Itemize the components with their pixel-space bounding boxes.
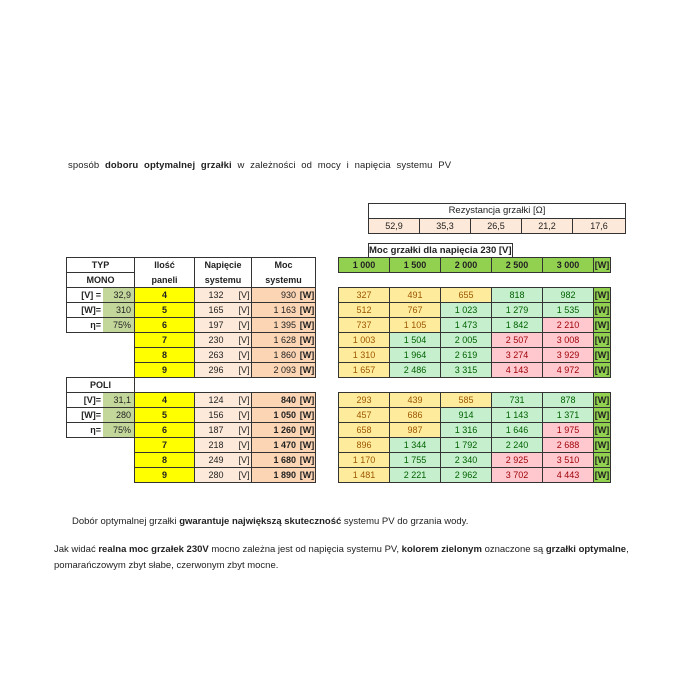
para2-bold-2: kolorem zielonym (401, 544, 482, 555)
header-row-1 (67, 378, 611, 393)
ilosc-header: Ilość (135, 258, 195, 273)
gap (316, 348, 339, 363)
power-col-header: 1 500 (390, 258, 441, 273)
system-power: 1 680 (252, 453, 300, 468)
spacer (67, 333, 135, 348)
heater-power-unit: [W] (594, 453, 611, 468)
intro-part2: w zależności od mocy i napięcia systemu PV (237, 160, 452, 171)
system-voltage: 249 (195, 453, 238, 468)
gap (316, 288, 339, 303)
voltage-unit: [V] (237, 393, 252, 408)
heater-power-cell: 987 (390, 423, 441, 438)
spacer (441, 378, 492, 393)
para2-bold-3: grzałki optymalne (545, 544, 627, 555)
heater-power-unit: [W] (594, 303, 611, 318)
gap (316, 408, 339, 423)
heater-power-cell: 737 (339, 318, 390, 333)
power-unit: [W] (299, 438, 316, 453)
heater-power-cell: 1 003 (339, 333, 390, 348)
system-voltage: 263 (195, 348, 238, 363)
system-power: 1 050 (252, 408, 300, 423)
heater-power-cell: 3 008 (543, 333, 594, 348)
power-col-header: 2 000 (441, 258, 492, 273)
system-voltage: 197 (195, 318, 238, 333)
power-col-header: 3 000 (543, 258, 594, 273)
system-power: 2 093 (252, 363, 300, 378)
mono-label: MONO (67, 273, 135, 288)
heater-power-unit: [W] (594, 408, 611, 423)
panel-count: 6 (135, 423, 195, 438)
paragraph-2 (54, 542, 654, 574)
mono-table (66, 257, 611, 378)
heater-power-cell: 2 240 (492, 438, 543, 453)
voltage-unit: [V] (237, 468, 252, 483)
napiecie-header: Napięcie (195, 258, 252, 273)
table-row (67, 363, 611, 378)
power-unit: [W] (299, 348, 316, 363)
system-voltage: 156 (195, 408, 238, 423)
system-power: 1 260 (252, 423, 300, 438)
panel-count: 9 (135, 468, 195, 483)
table-row (67, 423, 611, 438)
power-col-header: 1 000 (339, 258, 390, 273)
heater-power-cell: 1 975 (543, 423, 594, 438)
gap (316, 393, 339, 408)
system-voltage: 218 (195, 438, 238, 453)
gap (316, 318, 339, 333)
panel-count: 7 (135, 333, 195, 348)
heater-power-cell: 457 (339, 408, 390, 423)
system-power: 840 (252, 393, 300, 408)
voltage-unit: [V] (237, 408, 252, 423)
para2-bold-1: realna moc grzałek 230V (98, 544, 209, 555)
spacer (492, 378, 543, 393)
voltage-unit: [V] (237, 423, 252, 438)
power-unit: [W] (299, 423, 316, 438)
table-row (67, 393, 611, 408)
spacer (594, 378, 611, 393)
heater-power-cell: 3 510 (543, 453, 594, 468)
heater-power-cell: 1 279 (492, 303, 543, 318)
heater-power-cell: 512 (339, 303, 390, 318)
panel-count: 4 (135, 288, 195, 303)
table-row (67, 468, 611, 483)
table-row (67, 288, 611, 303)
moc-header: Moc (252, 258, 316, 273)
heater-power-unit: [W] (594, 468, 611, 483)
moc-systemu-header: systemu (252, 273, 316, 288)
poli-label: POLI (67, 378, 135, 393)
heater-power-unit: [W] (594, 393, 611, 408)
table-row (67, 303, 611, 318)
system-power: 1 395 (252, 318, 300, 333)
panel-count: 8 (135, 453, 195, 468)
param-label: [V]= (67, 393, 104, 408)
heater-power-cell: 4 972 (543, 363, 594, 378)
power-unit: [W] (299, 303, 316, 318)
heater-power-cell: 1 473 (441, 318, 492, 333)
intro-text (68, 160, 451, 171)
voltage-unit: [V] (237, 363, 252, 378)
typ-label: TYP (67, 258, 135, 273)
heater-power-unit: [W] (594, 288, 611, 303)
systemu-header: systemu (195, 273, 252, 288)
heater-power-cell: 2 210 (543, 318, 594, 333)
gap (316, 438, 339, 453)
table-row (67, 408, 611, 423)
voltage-unit: [V] (237, 333, 252, 348)
heater-power-cell: 1 792 (441, 438, 492, 453)
param-label: η= (67, 318, 104, 333)
heater-power-cell: 1 504 (390, 333, 441, 348)
heater-power-unit: [W] (594, 423, 611, 438)
heater-power-cell: 491 (390, 288, 441, 303)
heater-power-unit: [W] (594, 348, 611, 363)
heater-power-cell: 3 929 (543, 348, 594, 363)
heater-power-cell: 1 316 (441, 423, 492, 438)
heater-power-cell: 767 (390, 303, 441, 318)
spacer (135, 378, 316, 393)
heater-power-cell: 982 (543, 288, 594, 303)
system-voltage: 165 (195, 303, 238, 318)
heater-power-cell: 1 310 (339, 348, 390, 363)
system-voltage: 124 (195, 393, 238, 408)
heater-power-unit: [W] (594, 363, 611, 378)
heater-power-cell: 658 (339, 423, 390, 438)
voltage-unit: [V] (237, 318, 252, 333)
para1-bold: gwarantuje największą skuteczność (179, 516, 342, 527)
system-voltage: 280 (195, 468, 238, 483)
intro-part1: sposób (68, 160, 100, 171)
heater-power-unit: [W] (594, 438, 611, 453)
voltage-unit: [V] (237, 303, 252, 318)
table-row (67, 438, 611, 453)
gap (316, 423, 339, 438)
heater-power-cell: 293 (339, 393, 390, 408)
spacer (67, 468, 135, 483)
heater-power-cell: 2 962 (441, 468, 492, 483)
system-power: 1 163 (252, 303, 300, 318)
resistance-value: 26,5 (471, 219, 522, 234)
heater-power-cell: 1 023 (441, 303, 492, 318)
param-value: 31,1 (103, 393, 135, 408)
resistance-value: 17,6 (573, 219, 626, 234)
voltage-unit: [V] (237, 288, 252, 303)
heater-power-cell: 1 143 (492, 408, 543, 423)
power-unit: [W] (299, 393, 316, 408)
heater-power-cell: 1 170 (339, 453, 390, 468)
heater-power-cell: 818 (492, 288, 543, 303)
heater-power-cell: 1 105 (390, 318, 441, 333)
table-row (67, 333, 611, 348)
resistance-value: 52,9 (369, 219, 420, 234)
power-unit: [W] (299, 288, 316, 303)
param-value: 280 (103, 408, 135, 423)
param-value: 75% (103, 423, 135, 438)
heater-power-cell: 4 143 (492, 363, 543, 378)
heater-power-cell: 3 315 (441, 363, 492, 378)
heater-power-cell: 896 (339, 438, 390, 453)
system-voltage: 187 (195, 423, 238, 438)
heater-power-cell: 1 657 (339, 363, 390, 378)
heater-power-cell: 686 (390, 408, 441, 423)
spacer (339, 378, 390, 393)
heater-power-cell: 1 646 (492, 423, 543, 438)
system-power: 1 470 (252, 438, 300, 453)
param-value: 310 (103, 303, 135, 318)
para2-part-g: , pomarańczowym zbyt słabe, czerwonym zbyt mocne. (54, 544, 629, 571)
panel-count: 8 (135, 348, 195, 363)
panel-count: 5 (135, 303, 195, 318)
heater-power-cell: 1 481 (339, 468, 390, 483)
system-power: 930 (252, 288, 300, 303)
poli-table (66, 377, 611, 483)
table-row (67, 453, 611, 468)
heater-power-cell: 2 619 (441, 348, 492, 363)
heater-power-cell: 914 (441, 408, 492, 423)
gap (316, 378, 339, 393)
spacer (67, 348, 135, 363)
heater-power-cell: 2 688 (543, 438, 594, 453)
param-label: [W]= (67, 303, 104, 318)
intro-bold: doboru optymalnej grzałki (104, 160, 232, 171)
spacer (390, 378, 441, 393)
power-unit: [W] (299, 363, 316, 378)
spacer (67, 453, 135, 468)
para1-part-a: Dobór optymalnej grzałki (72, 516, 177, 527)
power-unit: [W] (299, 468, 316, 483)
power-unit-header: [W] (594, 258, 611, 273)
voltage-unit: [V] (237, 438, 252, 453)
param-value: 75% (103, 318, 135, 333)
power-unit: [W] (299, 453, 316, 468)
resistance-table (368, 203, 626, 234)
param-label: [V] = (67, 288, 104, 303)
panel-count: 4 (135, 393, 195, 408)
heater-power-unit: [W] (594, 333, 611, 348)
system-power: 1 890 (252, 468, 300, 483)
heater-power-cell: 655 (441, 288, 492, 303)
power-col-header: 2 500 (492, 258, 543, 273)
param-label: η= (67, 423, 104, 438)
heater-power-cell: 878 (543, 393, 594, 408)
system-power: 1 860 (252, 348, 300, 363)
heater-power-cell: 1 344 (390, 438, 441, 453)
power-title: Moc grzałki dla napięcia 230 [V] (369, 244, 513, 259)
system-voltage: 132 (195, 288, 238, 303)
power-unit: [W] (299, 408, 316, 423)
gap (316, 468, 339, 483)
system-power: 1 628 (252, 333, 300, 348)
heater-power-cell: 585 (441, 393, 492, 408)
heater-power-cell: 2 221 (390, 468, 441, 483)
resistance-value: 21,2 (522, 219, 573, 234)
spacer (543, 378, 594, 393)
system-voltage: 230 (195, 333, 238, 348)
panel-count: 9 (135, 363, 195, 378)
header-row-2 (67, 273, 611, 288)
gap (316, 258, 339, 273)
gap (316, 453, 339, 468)
power-unit: [W] (299, 333, 316, 348)
heater-power-cell: 4 443 (543, 468, 594, 483)
gap (316, 333, 339, 348)
gap (316, 303, 339, 318)
voltage-unit: [V] (237, 453, 252, 468)
heater-power-cell: 327 (339, 288, 390, 303)
spacer (316, 273, 611, 288)
table-row (67, 348, 611, 363)
panel-count: 5 (135, 408, 195, 423)
heater-power-cell: 1 535 (543, 303, 594, 318)
heater-power-cell: 2 005 (441, 333, 492, 348)
paragraph-1 (72, 516, 468, 527)
resistance-title: Rezystancja grzałki [Ω] (369, 204, 626, 219)
resistance-values-row (369, 219, 626, 234)
para1-part-c: systemu PV do grzania wody. (343, 516, 469, 527)
panel-count: 6 (135, 318, 195, 333)
param-label: [W]= (67, 408, 104, 423)
heater-power-cell: 2 507 (492, 333, 543, 348)
heater-power-cell: 439 (390, 393, 441, 408)
heater-power-cell: 731 (492, 393, 543, 408)
voltage-unit: [V] (237, 348, 252, 363)
paneli-header: paneli (135, 273, 195, 288)
heater-power-cell: 1 755 (390, 453, 441, 468)
system-voltage: 296 (195, 363, 238, 378)
heater-power-cell: 1 371 (543, 408, 594, 423)
heater-power-cell: 3 274 (492, 348, 543, 363)
header-row-1 (67, 258, 611, 273)
heater-power-cell: 3 702 (492, 468, 543, 483)
heater-power-cell: 1 842 (492, 318, 543, 333)
para2-part-c: mocno zależna jest od napięcia systemu PV, (211, 544, 400, 555)
heater-power-cell: 2 925 (492, 453, 543, 468)
resistance-value: 35,3 (420, 219, 471, 234)
heater-power-unit: [W] (594, 318, 611, 333)
para2-part-a: Jak widać (54, 544, 96, 555)
table-row (67, 318, 611, 333)
heater-power-cell: 2 486 (390, 363, 441, 378)
para2-part-e: oznaczone są (484, 544, 544, 555)
heater-power-cell: 1 964 (390, 348, 441, 363)
spacer (67, 363, 135, 378)
heater-power-cell: 2 340 (441, 453, 492, 468)
param-value: 32,9 (103, 288, 135, 303)
gap (316, 363, 339, 378)
panel-count: 7 (135, 438, 195, 453)
spacer (67, 438, 135, 453)
power-unit: [W] (299, 318, 316, 333)
